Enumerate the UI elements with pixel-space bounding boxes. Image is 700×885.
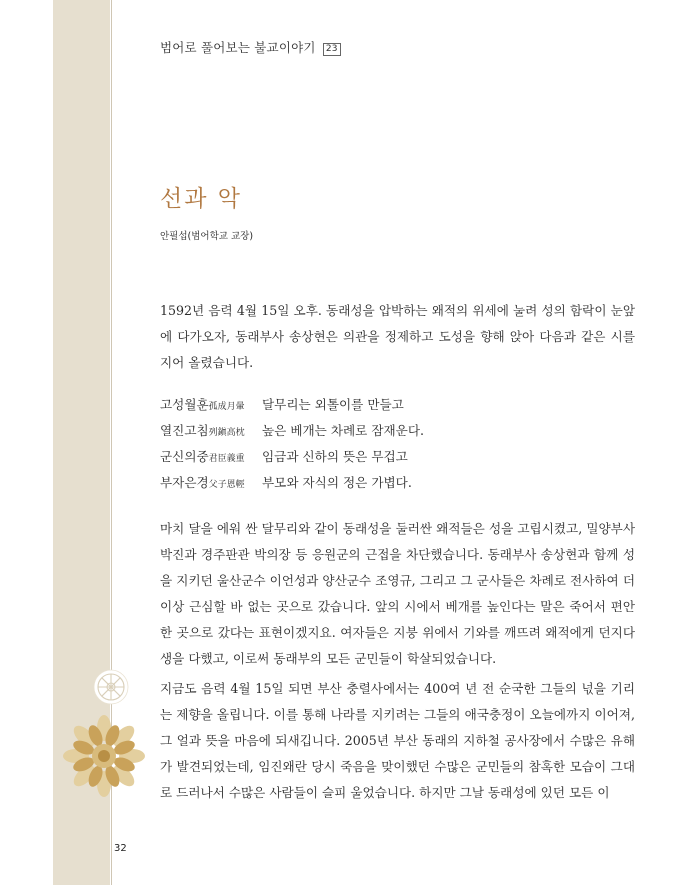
poem-meaning: 달무리는 외톨이를 만들고 [262,397,404,412]
paragraph-2: 마치 달을 에워 싼 달무리와 같이 동래성을 둘러싼 왜적들은 성을 고립시켰고, 밀양부사 박진과 경주판관 박의장 등 응원군의 근접을 차단했습니다. 동래부사 송상현과 함께 성을 지키던 울산군수 이언성과 양산군수 조영규, 그리고 그 군사들은 차례로 전사하여 더 이상 근심할 바 없는 곳으로 갔습니다. 앞의 시에서 베개를 높인다는 말은 죽어서 편안한 곳으로 갔다는 표현이겠지요. 여자들은 지붕 위에서 기와를 깨뜨려 왜적에게 던지다 생을 다했고, 이로써 동래부의 모든 군민들이 학살되었습니다. [160,521,635,666]
lotus-ornament-icon [60,712,148,800]
poem [160,393,424,497]
poem-line-1 [160,393,424,419]
poem-korean: 열진고침 [160,423,209,438]
poem-line-3 [160,445,424,471]
small-dharma-wheel-icon [92,668,130,706]
poem-korean: 고성월훈 [160,397,209,412]
poem-meaning: 부모와 자식의 정은 가볍다. [262,475,412,490]
running-header [160,38,341,56]
poem-line-4 [160,471,424,497]
poem-hanja: 父子恩輕 [208,480,245,490]
poem-line-2 [160,419,424,445]
author-byline: 안필섭(범어학교 교장) [160,231,254,242]
poem-hanja: 列鎭高枕 [208,428,245,438]
poem-meaning: 높은 베개는 차례로 잠재운다. [262,423,424,438]
article-title: 선과 악 [160,186,242,212]
book-title: 범어로 풀어보는 불교이야기 [160,40,316,55]
page-number: 32 [114,843,127,854]
paragraph-1: 1592년 음력 4월 15일 오후. 동래성을 압박하는 왜적의 위세에 눌려 성의 함락이 눈앞에 다가오자, 동래부사 송상현은 의관을 정제하고 도성을 향해 앉아 다음과 같은 시를 지어 올렸습니다. [160,303,635,370]
poem-meaning: 임금과 신하의 뜻은 무겁고 [262,449,408,464]
poem-hanja: 孤成月暈 [208,402,245,412]
poem-korean: 부자은경 [160,475,209,490]
poem-hanja: 君臣義重 [208,454,245,464]
series-number: 23 [323,43,341,56]
poem-korean: 군신의중 [160,449,209,464]
paragraph-3: 지금도 음력 4월 15일 되면 부산 충렬사에서는 400여 년 전 순국한 그들의 넋을 기리는 제향을 올립니다. 이를 통해 나라를 지키려는 그들의 애국충정이 오늘에까지 이어져, 그 얼과 뜻을 마음에 되새깁니다. 2005년 부산 동래의 지하철 공사장에서 수많은 유해가 발견되었는데, 임진왜란 당시 죽음을 맞이했던 수많은 군민들의 참혹한 모습이 그대로 드러나서 수많은 사람들이 슬피 울었습니다. 하지만 그날 동래성에 있던 모든 이 [160,681,635,800]
